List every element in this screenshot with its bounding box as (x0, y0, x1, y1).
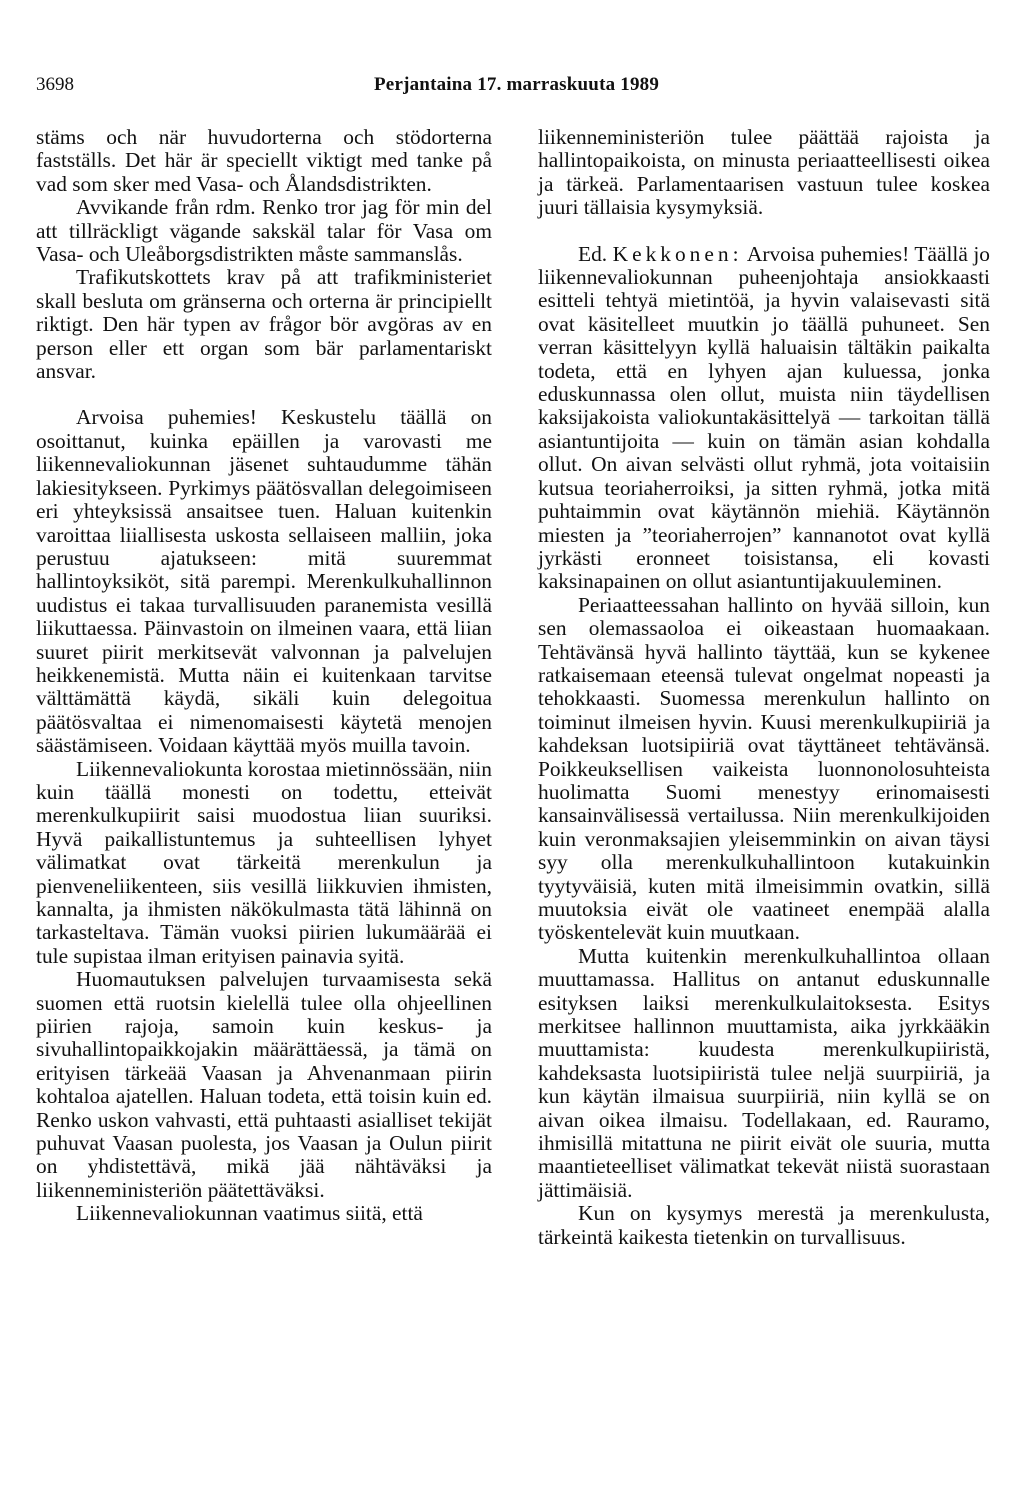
speaker-prefix: Ed. (578, 241, 608, 266)
paragraph-3: Periaatteessahan hallinto on hyvää silloin, kun sen olemassaoloa ei oikeastaan huomaakaan. Tehtävänsä hyvä hallinto täyttää, kun se kykenee ratkaisemaan eteensä tulevat ongelmat nopeasti ja tehokkaasti. Suomessa merenkulun hallinto on toiminut ilmeisen hyvin. Kuusi merenkulkupiiriä ja kahdeksan luotsipiiriä ovat täyttäneet tehtävänsä. Poikkeuksellisen vaikeista luonnonolosuhteista huolimatta Suomi menestyy erinomaisesti kansainvälisessä vertailussa. Niin merenkulkijoiden kuin veronmaksajien yleisemminkin on aivan täysi syy olla merenkulkuhallintoon kutakuinkin tyytyväisiä, kuten mitä ilmeisimmin ovatkin, sillä muutoksia eivät ole vaatineet enempää alalla työskentelevät kuin muutkaan. (538, 592, 990, 945)
page-number: 3698 (36, 74, 74, 95)
paragraph-1: stäms och när huvudorterna och stödorterna fastställs. Det här är speciellt viktigt med tanke på vad som sker med Vasa- och Ålandsdistrikten. (36, 125, 492, 196)
paragraph-2: Avvikande från rdm. Renko tror jag för min del att tillräckligt vägande sakskäl talar för Vasa om Vasa- och Uleåborgsdistrikten måste sammanslås. (36, 195, 492, 267)
paragraph-4: Arvoisa puhemies! Keskustelu täällä on osoittanut, kuinka epäillen ja varovasti me liikennevaliokunnan jäsenet suhtaudumme tähän lakiesitykseen. Pyrkimys päätösvallan delegoimiseen eri yhteyksissä ansaitsee tuen. Haluan kuitenkin varoittaa liiallisesta uskosta sellaiseen malliin, joka perustuu ajatukseen: mitä suuremmat hallintoyksiköt, sitä parempi. Merenkulkuhallinnon uudistus ei takaa turvallisuuden paranemista vesillä liikuttaessa. Päinvastoin on ilmeinen vaara, että liian suuret piirit merkitsevät valvonnan ja palvelujen heikkenemistä. Mutta näin ei kuitenkaan tarvitse välttämättä käydä, sikäli kuin delegoitua päätösvaltaa ei nimenomaisesti käytetä menojen säästämiseen. Voidaan käyttää myös muilla tavoin. (36, 405, 492, 758)
running-title: Perjantaina 17. marraskuuta 1989 (374, 74, 660, 95)
paragraph-3: Trafikutskottets krav på att trafikministeriet skall besluta om gränserna och orterna är principiellt riktigt. Den här typen av frågor bör avgöras av en person eller ett organ som bär parlamentariskt ansvar. (36, 265, 492, 384)
paragraph-7: Liikennevaliokunnan vaatimus siitä, että (76, 1201, 423, 1226)
speaker-paragraph (538, 243, 990, 594)
paragraph-5: Liikennevaliokunta korostaa mietinnössään, niin kuin täällä monesti on todettu, etteivät merenkulkupiirit saisi muodostua liian suuriksi. Hyvä paikallistuntemus ja suhteellisen lyhyet välimatkat ovat tärkeitä merenkulun ja pienveneliikenteen, siis vesillä liikkuvien ihmisten, kannalta, ja ihmisten näkökulmasta tätä lähinnä on tarkasteltava. Tämän vuoksi piirien lukumäärää ei tule supistaa ilman erityisen painavia syitä. (36, 756, 492, 968)
paragraph-4: Mutta kuitenkin merenkulkuhallintoa ollaan muuttamassa. Hallitus on antanut eduskunnalle esityksen laiksi merenkulkulaitoksesta. Esitys merkitsee hallinnon muuttamista, aika jyrkkääkin muuttamista: kuudesta merenkulkupiiristä, kahdeksasta luotsipiiristä tulee neljä suurpiiriä, ja kun käytän ilmaisua suurpiiriä, niin kyllä se on aivan oikea ilmaisu. Todellakaan, ed. Rauramo, ihmisillä mitattuna ne piirit eivät ole suuria, mutta maantieteelliset välimatkat tekevät niistä suorastaan jättimäisiä. (538, 943, 990, 1202)
paragraph-6: Huomautuksen palvelujen turvaamisesta sekä suomen että ruotsin kielellä tulee olla ohjeellinen piirien rajoja, samoin kuin keskus- ja sivuhallintopaikkojakin määrättäessä, ja tämä on erityisen tärkeää Vaasan ja Ahvenanmaan piirin kohtaloa ajatellen. Haluan todeta, että toisin kuin ed. Renko uskon vahvasti, että puhtaasti asialliset tekijät puhuvat Vaasan puolesta, jos Vaasan ja Oulun piirit on yhdistettävä, mikä jää nähtäväksi ja liikenneministeriön päätettäväksi. (36, 967, 492, 1202)
speaker-name: Kekkonen: (612, 241, 743, 266)
left-column (36, 126, 492, 1226)
paragraph-5: Kun on kysymys merestä ja merenkulusta, tärkeintä kaikesta tietenkin on turvallisuus. (538, 1201, 990, 1249)
right-column (538, 126, 990, 1249)
speaker-text: Arvoisa puhemies! Täällä jo liikennevaliokunnan puheenjohtaja ansiokkaasti esitteli tehtyä mietintöä, ja hyvin valaisevasti sitä ovat käsitelleet muutkin jo täällä puhuneet. Sen verran käsittelyyn kyllä haluaisin tältäkin paikalta todeta, että en lyhyen ajan kuluessa, jonka eduskunnassa olen ollut, muista niin täydellisen kaksijakoista valiokuntakäsittelyä — tarkoitan tällä asiantuntijoita — kuin on tämän asian kohdalla ollut. On aivan selvästi ollut ryhmä, jota voitaisiin kutsua teoriaherroiksi, ja sitten ryhmä, jotka mitä puhtaimmin ovat käytännön miehiä. Käytännön miesten ja ”teoriaherrojen” kannanotot ovat kyllä jyrkästi eronneet toisistansa, eli kovasti kaksinapainen on ollut asiantuntijakuuleminen. (538, 241, 990, 594)
paragraph-1: liikenneministeriön tulee päättää rajoista ja hallintopaikoista, on minusta periaatteellisesti oikea ja tärkeä. Parlamentaarisen vastuun tulee koskea juuri tällaisia kysymyksiä. (538, 125, 990, 220)
